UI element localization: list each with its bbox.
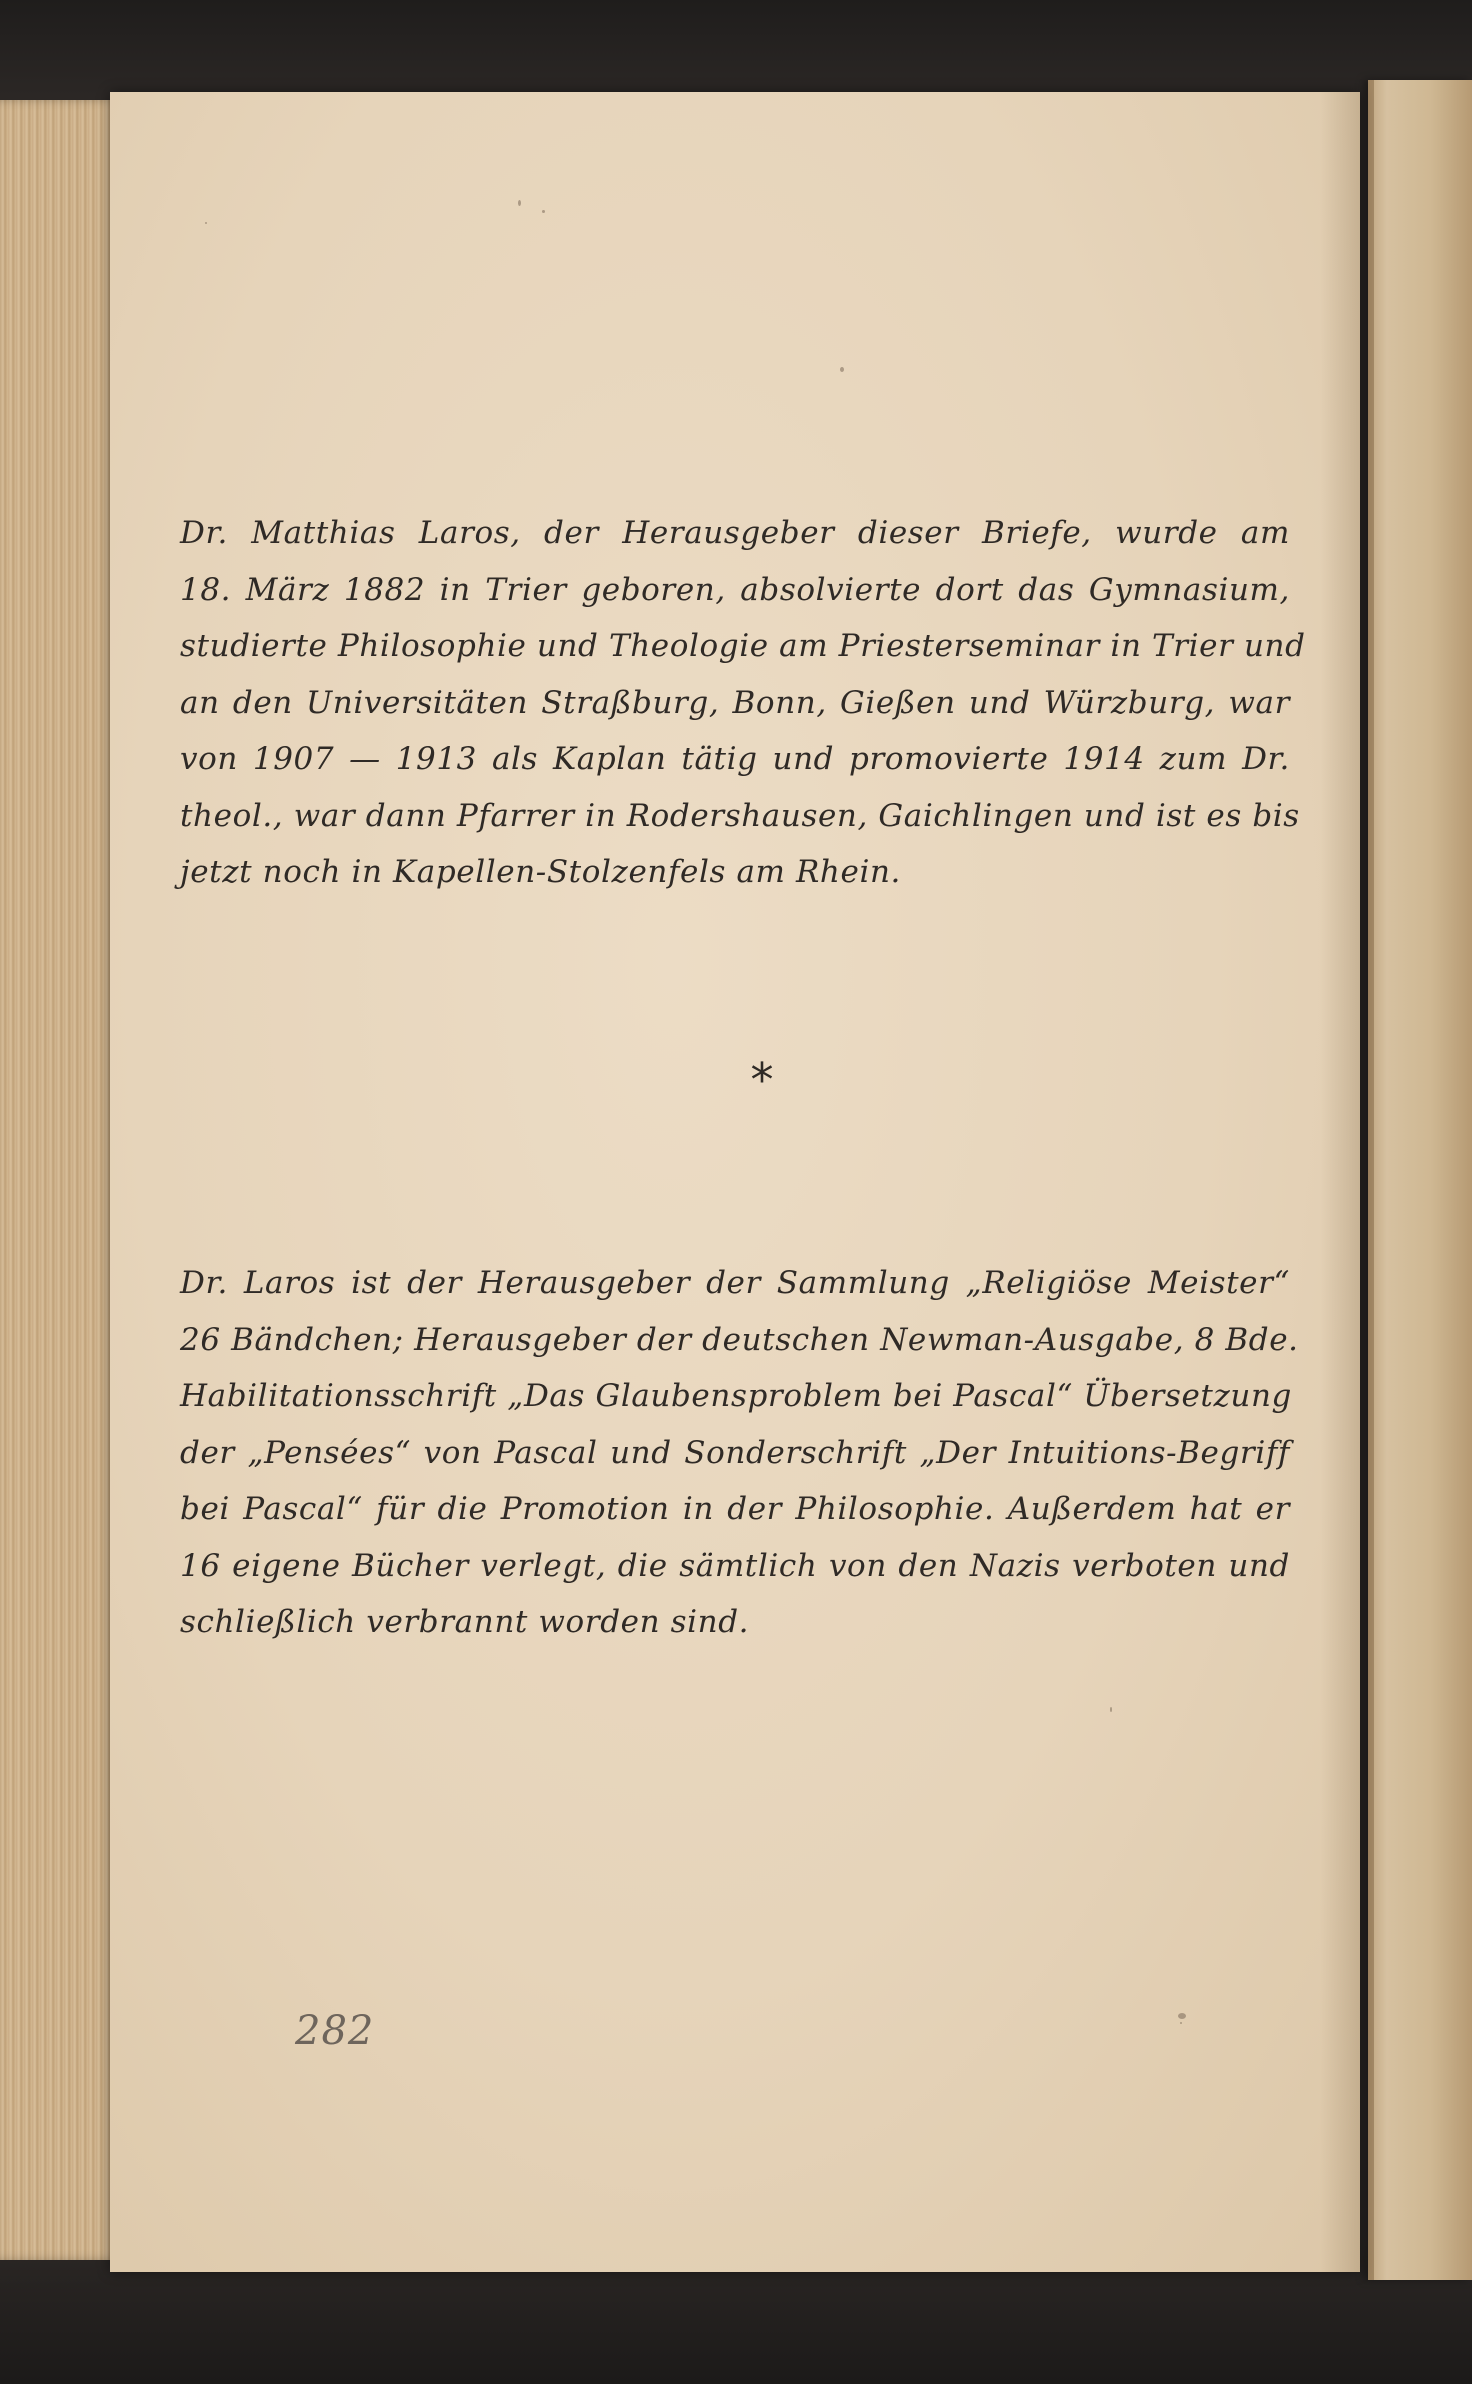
biography-paragraph [180,505,1306,901]
paper-speck [1178,2013,1186,2019]
paper-speck [518,200,521,206]
book-page [110,92,1360,2272]
paper-speck [840,367,844,372]
text-line: Dr. Laros ist der Herausgeber der Sammlung „Religiöse Meister“ [180,1265,1290,1301]
text-line: Habilitationsschrift „Das Glaubensproblem bei Pascal“ Übersetzung [180,1378,1292,1414]
paper-speck [542,210,545,213]
page-gutter-shadow [1320,92,1360,2272]
text-line: der „Pensées“ von Pascal und Sonderschrift „Der Intuitions-Begriff [180,1434,1290,1471]
facing-page-edge [1368,80,1472,2280]
text-line: schließlich verbrannt worden sind. [180,1604,750,1640]
paper-speck [1180,2022,1182,2024]
page-block-edges [0,100,120,2260]
paper-speck [205,222,207,224]
text-line: 18. März 1882 in Trier geboren, absolvierte dort das Gymnasium, [180,571,1290,608]
text-line: 26 Bändchen; Herausgeber der deutschen Newman-Ausgabe, 8 Bde. [180,1321,1299,1358]
text-line: Dr. Matthias Laros, der Herausgeber dieser Briefe, wurde am [180,515,1290,551]
text-line: jetzt noch in Kapellen-Stolzenfels am Rhein. [180,854,901,890]
text-line: 16 eigene Bücher verlegt, die sämtlich von den Nazis verboten und [180,1547,1290,1584]
asterisk-divider: * [750,1053,774,1107]
text-line: bei Pascal“ für die Promotion in der Philosophie. Außerdem hat er [180,1491,1290,1527]
text-line: von 1907 — 1913 als Kaplan tätig und promovierte 1914 zum Dr. [180,741,1290,777]
text-line: theol., war dann Pfarrer in Rodershausen, Gaichlingen und ist es bis [180,797,1300,834]
page-number: 282 [295,2008,375,2054]
text-line: studierte Philosophie und Theologie am Priesterseminar in Trier und [180,628,1306,664]
paper-speck [1110,1707,1112,1712]
publications-paragraph [180,1255,1299,1651]
text-line: an den Universitäten Straßburg, Bonn, Gießen und Würzburg, war [180,684,1290,721]
